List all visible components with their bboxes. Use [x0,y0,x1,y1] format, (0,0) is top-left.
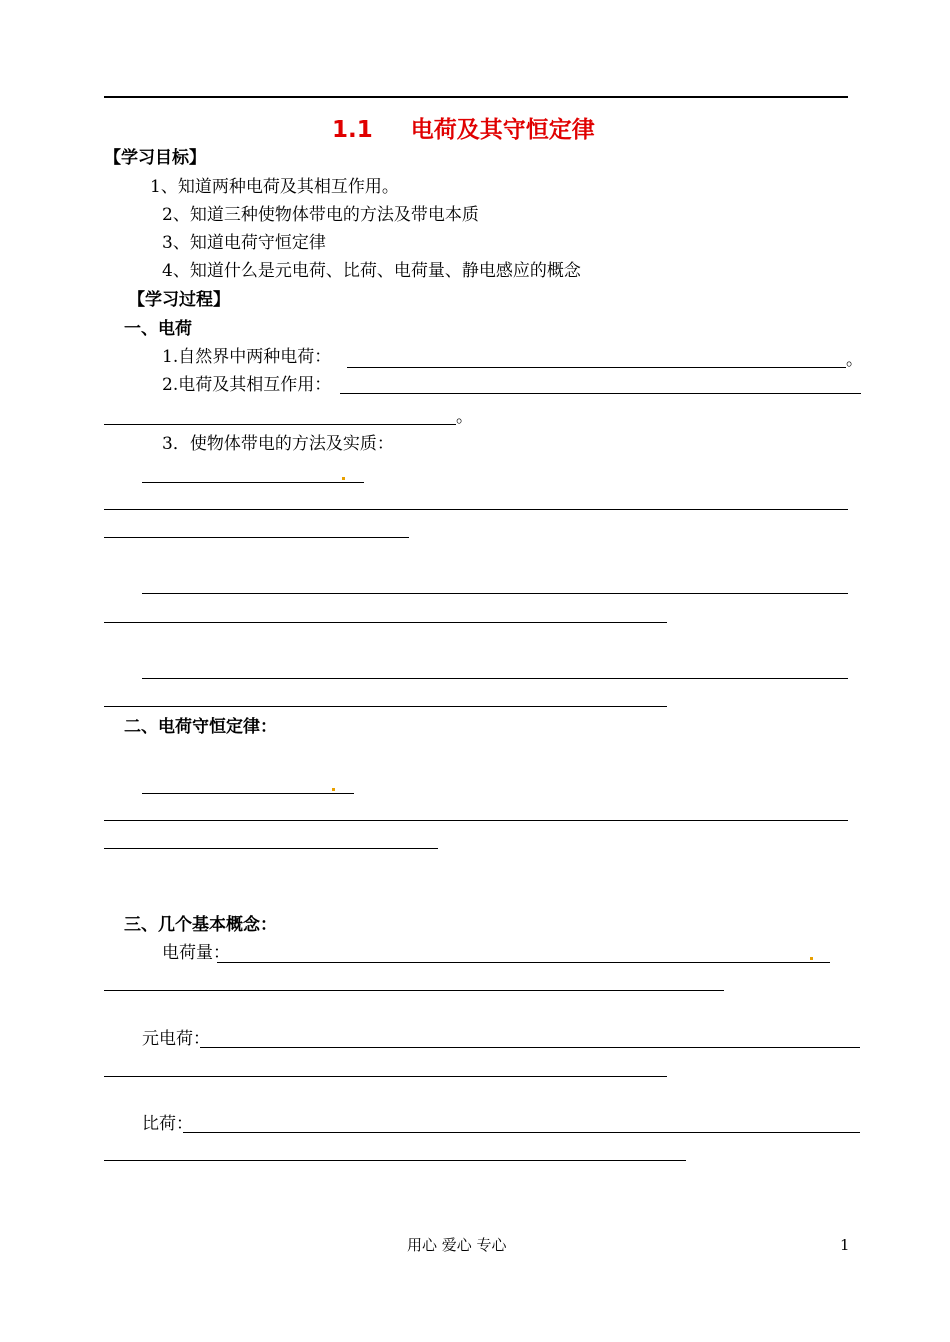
answer-line[interactable] [142,793,354,794]
question-interaction: 2.电荷及其相互作用： [162,375,332,395]
answer-line[interactable] [104,1076,667,1077]
header-rule [104,96,848,98]
answer-line[interactable] [142,482,364,483]
objective-item-1: 1、知道两种电荷及其相互作用。 [150,177,399,197]
mark-dot [332,788,335,791]
answer-line[interactable] [104,820,848,821]
footer-motto: 用心 爱心 专心 [407,1236,507,1254]
objectives-heading: 【学习目标】 [104,148,206,168]
answer-line[interactable] [200,1047,860,1048]
term-charge-quantity: 电荷量： [162,943,230,963]
answer-line[interactable] [142,678,848,679]
answer-line[interactable] [104,848,438,849]
page-title [332,116,595,144]
section-concepts-heading: 三、几个基本概念： [124,915,277,935]
answer-line[interactable] [104,424,456,425]
title-number: 1.1 [332,117,373,143]
answer-line[interactable] [104,706,667,707]
objective-item-4: 4、知道什么是元电荷、比荷、电荷量、静电感应的概念 [162,261,581,281]
page-number: 1 [840,1236,850,1254]
answer-line[interactable] [142,593,848,594]
answer-line[interactable] [104,537,409,538]
period-mark: 。 [456,407,473,427]
answer-line[interactable] [340,393,861,394]
answer-line[interactable] [183,1132,860,1133]
answer-line[interactable] [104,990,724,991]
mark-dot [810,957,813,960]
answer-line[interactable] [217,962,830,963]
term-elementary-charge: 元电荷： [142,1029,210,1049]
answer-line[interactable] [104,509,848,510]
question-electrification: 3．使物体带电的方法及实质： [162,434,394,454]
section-conservation-heading: 二、电荷守恒定律： [124,717,277,737]
objective-item-3: 3、知道电荷守恒定律 [162,233,326,253]
section-charge-heading: 一、电荷 [124,319,192,339]
title-text: 电荷及其守恒定律 [410,117,595,143]
question-two-charges: 1.自然界中两种电荷： [162,347,332,367]
period-mark: 。 [846,350,863,370]
term-specific-charge: 比荷： [142,1114,193,1134]
answer-line[interactable] [104,1160,686,1161]
answer-line[interactable] [104,622,667,623]
process-heading: 【学习过程】 [128,290,230,310]
mark-dot [342,477,345,480]
objective-item-2: 2、知道三种使物体带电的方法及带电本质 [162,205,479,225]
answer-line[interactable] [347,367,846,368]
